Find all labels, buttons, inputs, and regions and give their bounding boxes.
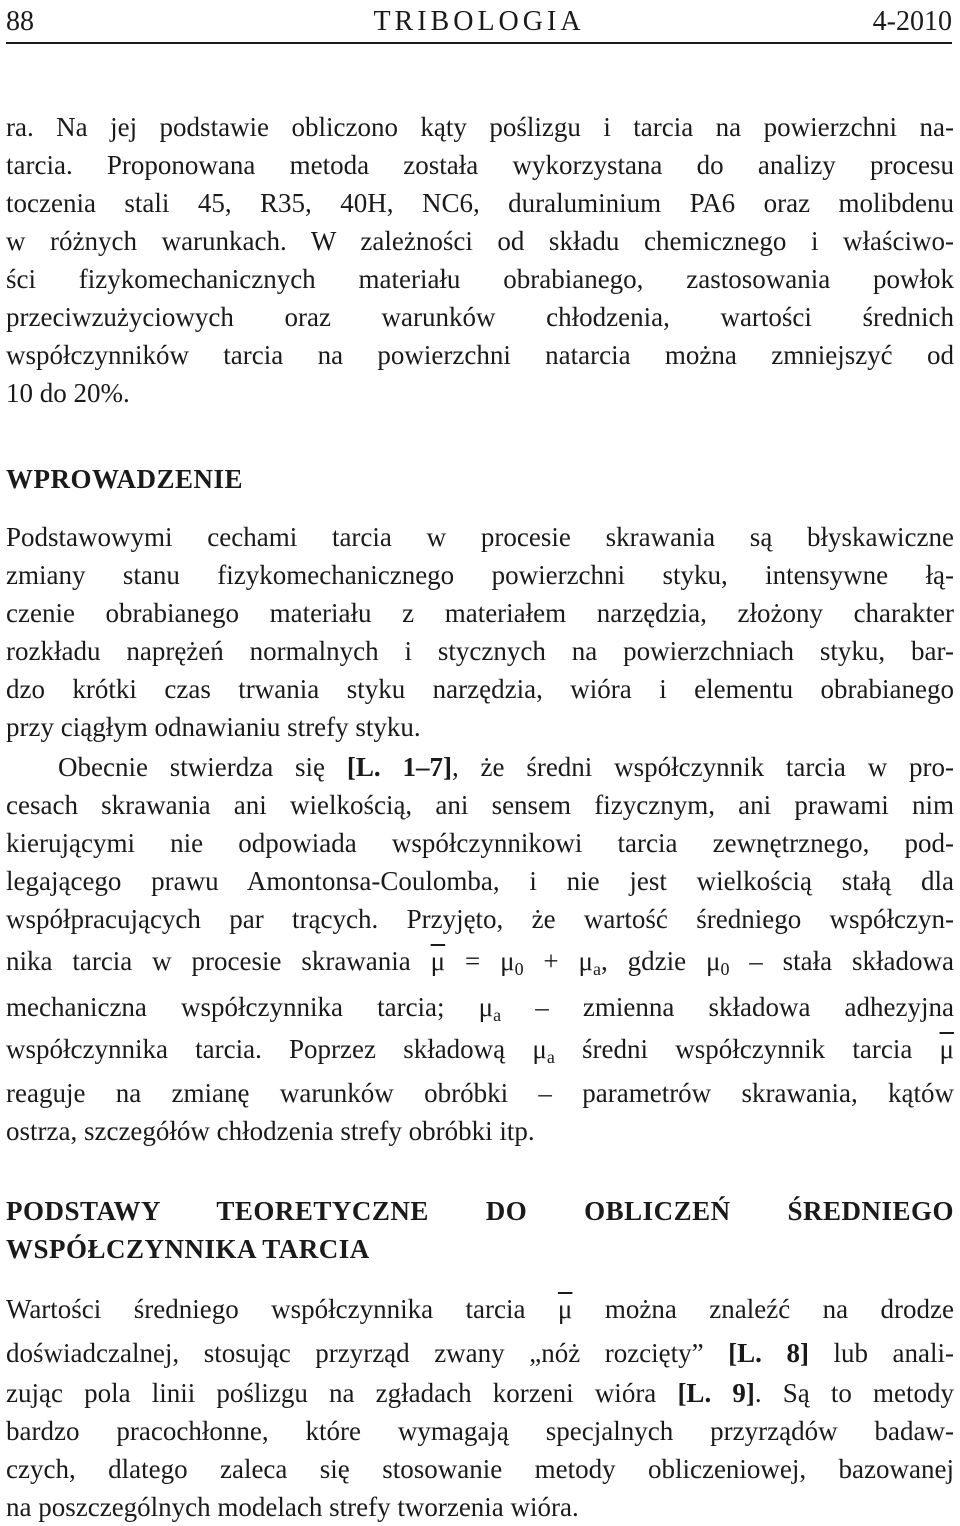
text-line: kierującymi nie odpowiada współczynnikowi tarcia zewnętrznego, pod- (6, 828, 954, 858)
text-line: Podstawowymi cechami tarcia w procesie skrawania są błyskawiczne (6, 522, 954, 552)
text-line: bardzo pracochłonne, które wymagają specjalnych przyrządów badaw- (6, 1416, 954, 1446)
mu-mean-symbol: $\overline{\mu}$ (557, 1294, 573, 1324)
text-line: współczynników tarcia na powierzchni natarcia można zmniejszyć od (6, 340, 954, 370)
citation: [L. 9] (677, 1378, 755, 1408)
text-line: dzo krótki czas trwania styku narzędzia, wióra i elementu obrabianego (6, 674, 954, 704)
text-line: ostrza, szczegółów chłodzenia strefy obróbki itp. (6, 1116, 535, 1146)
text-line: legającego prawu Amontonsa-Coulomba, i nie jest wielkością stałą dla (6, 866, 954, 896)
text-line: Wartości średniego współczynnika tarcia $\overline{\mu}$ można znaleźć na drodze (6, 1294, 954, 1324)
text-line: zując pola linii poślizgu na zgładach korzeni wióra [L. 9]. Są to metody (6, 1378, 954, 1408)
text-line: czych, dlatego zaleca się stosowanie metody obliczeniowej, bazowanej (6, 1454, 954, 1484)
text-line: przeciwzużyciowych oraz warunków chłodzenia, wartości średnich (6, 302, 954, 332)
section-heading-wprowadzenie: WPROWADZENIE (6, 464, 244, 494)
text-line: reaguje na zmianę warunków obróbki – parametrów skrawania, kątów (6, 1078, 954, 1108)
text-line: współpracujących par trących. Przyjęto, że wartość średniego współczyn- (6, 904, 954, 934)
text-line: doświadczalnej, stosując przyrząd zwany „nóż rozcięty” [L. 8] lub anali- (6, 1338, 954, 1368)
text-line: zmiany stanu fizykomechanicznego powierzchni styku, intensywne łą- (6, 560, 954, 590)
page-header (6, 2, 952, 42)
issue-number: 4-2010 (872, 6, 952, 37)
text-line: współczynnika tarcia. Poprzez składową $\mu_a$ średni współczynnik tarcia $\overline{\mu}$ (6, 1034, 954, 1067)
citation: [L. 8] (728, 1338, 809, 1368)
mu-mean-symbol: $\overline{\mu}$ (430, 946, 446, 976)
header-rule (6, 42, 952, 44)
page-number: 88 (6, 6, 34, 37)
text-line: mechaniczna współczynnika tarcia; $\mu_a$ – zmienna składowa adhezyjna (6, 992, 954, 1025)
text-line: w różnych warunkach. W zależności od składu chemicznego i właściwo- (6, 226, 954, 256)
text-line: Obecnie stwierdza się [L. 1–7], że średni współczynnik tarcia w pro- (58, 752, 954, 782)
mu-mean-symbol: $\overline{\mu}$ (939, 1034, 954, 1064)
text-line-with-formula: nika tarcia w procesie skrawania $\overline{\mu} = \mu_0 + \mu_a$, gdzie $\mu_0$ – stała składowa (6, 946, 954, 979)
text-line: ści fizykomechanicznych materiału obrabianego, zastosowania powłok (6, 264, 954, 294)
citation: [L. 1–7] (346, 752, 452, 782)
text-line: tarcia. Proponowana metoda została wykorzystana do analizy procesu (6, 150, 954, 180)
text-line: przy ciągłym odnawianiu strefy styku. (6, 712, 421, 742)
text-line: cesach skrawania ani wielkością, ani sensem fizycznym, ani prawami nim (6, 790, 954, 820)
journal-title: TRIBOLOGIA (373, 6, 585, 37)
section-heading-podstawy: PODSTAWY TEORETYCZNE DO OBLICZEŃ ŚREDNIEGO (6, 1196, 954, 1226)
text-line: ra. Na jej podstawie obliczono kąty poślizgu i tarcia na powierzchni na- (6, 112, 954, 142)
text-line: czenie obrabianego materiału z materiałem narzędzia, złożony charakter (6, 598, 954, 628)
text-line: rozkładu naprężeń normalnych i stycznych na powierzchniach styku, bar- (6, 636, 954, 666)
formula: $\overline{\mu} = \mu_0 + \mu_a$ (430, 946, 601, 979)
text-line: na poszczególnych modelach strefy tworzenia wióra. (6, 1492, 579, 1522)
section-heading-podstawy-cont: WSPÓŁCZYNNIKA TARCIA (6, 1234, 370, 1264)
text-line: 10 do 20%. (6, 378, 130, 408)
text-line: toczenia stali 45, R35, 40H, NC6, duraluminium PA6 oraz molibdenu (6, 188, 954, 218)
